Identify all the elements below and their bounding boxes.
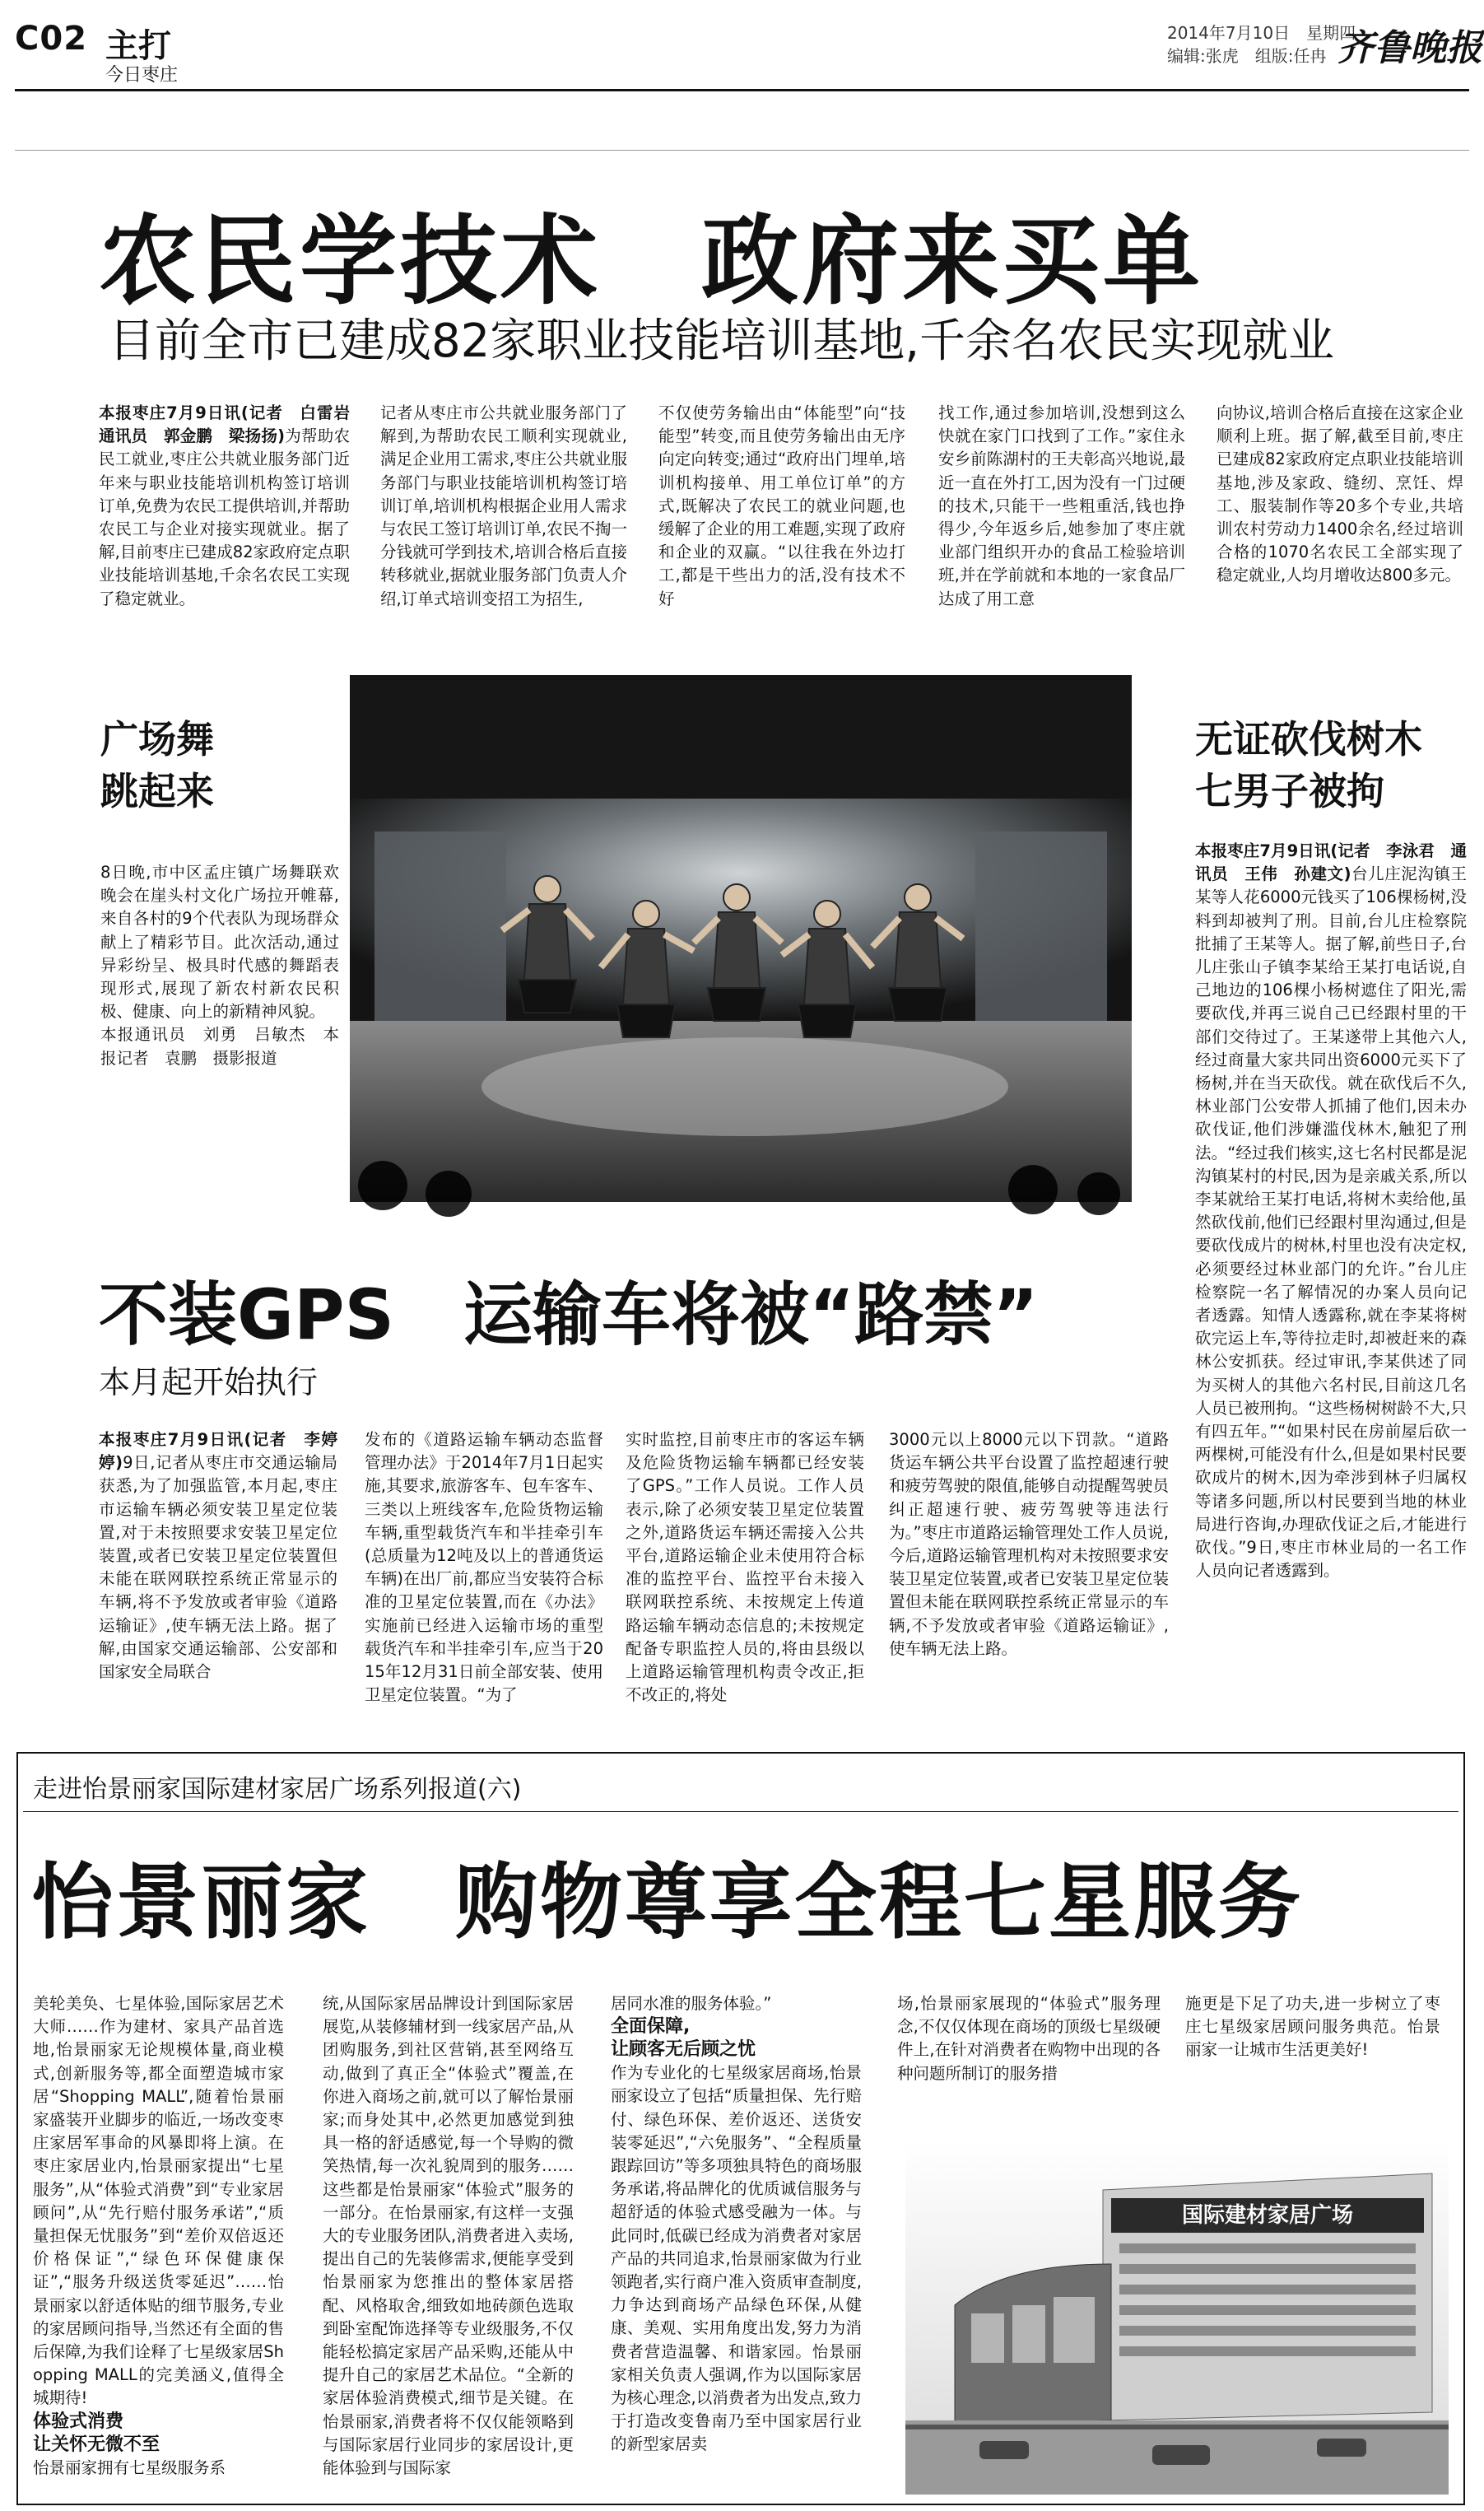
gps-column-4: 3000元以上8000元以下罚款。“道路货运车辆公共平台设置了监控超速行驶和疲劳驾驶的限值,能够自动提醒驾驶员纠正超速行驶、疲劳驾驶等违法行为。”枣庄市道路运输管理处工作人员说,今后,道路运输管理机构对未按照要求安装卫星定位装置,或者已安装卫星定位装置但未能在联网联控系统正常显示的车辆,不予发放或者审验《道路运输证》,使车辆无法上路。 bbox=[889, 1430, 1169, 1658]
mall-sign: 国际建材家居广场 bbox=[1181, 2203, 1354, 2228]
main-article-column-5: 向协议,培训合格后直接在这家企业顺利上班。据了解,截至目前,枣庄已建成82家政府定点职业技能培训基地,涉及家政、缝纫、烹饪、焊工、服装制作等20多个专业,共培训农村劳动力1400余名,经过培训合格的1070名农民工全部实现了稳定就业,人均月增收达800多元。 bbox=[1217, 403, 1463, 585]
advertorial-column-1 bbox=[33, 1992, 284, 2486]
dance-stage-illustration bbox=[350, 675, 1132, 1202]
main-article-column-3: 不仅使劳务输出由“体能型”向“技能型”转变,而且使劳务输出由无序向定向转变;通过“政府出门埋单,培训机构接单、用工单位订单”的方式,既解决了农民工的就业问题,也缓解了企业的用工难题,实现了政府和企业的双赢。“以往我在外边打工,都是干些出力的活,没有技术不好 bbox=[658, 403, 905, 608]
advertorial-column-2: 统,从国际家居品牌设计到国际家居展览,从装修辅材到一线家居产品,从团购服务,到社区营销,甚至网络互动,做到了真正全“体验式”覆盖,在你进入商场之前,就可以了解怡景丽家;而身处其中,必然更加感觉到独具一格的舒适感觉,每一个导购的微笑热情,每一次礼貌周到的服务……这些都是怡景丽家“体验式”服务的一部分。在怡景丽家,有这样一支强大的专业服务团队,消费者进入卖场,提出自己的先装修需求,便能享受到怡景丽家为您推出的整体家居搭配、风格取舍,细致如地砖颜色选取到卧室配饰选择等专业级服务,不仅能轻松搞定家居产品采购,还能从中提升自己的家居艺术品位。“全新的家居体验消费模式,细节是关键。在怡景丽家,消费者将不仅仅能领略到与国际家居行业同步的家居设计,更能体验到与国际家 bbox=[323, 1994, 574, 2478]
main-article-column-2: 记者从枣庄市公共就业服务部门了解到,为帮助农民工顺利实现就业,满足企业用工需求,枣庄公共就业服务部门与职业技能培训机构签订培训订单,培训机构根据企业用人需求与农民工签订培训订单,农民不掏一分钱就可学到技术,培训合格后直接转移就业,据就业服务部门负责人介绍,订单式培训变招工为招生, bbox=[380, 403, 627, 608]
advertorial-subhead-1a: 体验式消费 bbox=[33, 2411, 124, 2432]
advertorial-col1-text-a: 美轮美奂、七星体验,国际家居艺术大师……作为建材、家具产品首选地,怡景丽家无论规模体量,商业模式,创新服务等,都全面塑造城市家居“Shopping MALL”,随着怡景丽家盛装开业脚步的临近,一场改变枣庄家居军事命的风暴即将上演。在枣庄家居业内,怡景丽家提出“七星服务”,从“体验式消费”到“专业家居顾问”,从“先行赔付服务承诺”,“质量担保无忧服务”到“差价双倍返还价格保证”,“绿色环保健康保证”,“服务升级送货零延迟”……怡景丽家以舒适体贴的细节服务,专业的家居顾问指导,当然还有全面的售后保障,为我们诠释了七星级家居Shopping MALL的完美涵义,值得全城期待! bbox=[33, 1994, 284, 2408]
dance-headline-line-2: 跳起来 bbox=[100, 769, 214, 813]
tree-headline-line-2: 七男子被拘 bbox=[1195, 769, 1384, 813]
gps-col1-text: 9日,记者从枣庄市交通运输局获悉,为了加强监管,本月起,枣庄市运输车辆必须安装卫星定位装置,对于未按照要求安装卫星定位装置,或者已安装卫星定位装置但未能在联网联控系统正常显示的车辆,将不予发放或者审验《道路运输证》,使车辆无法上路。据了解,由国家交通运输部、公安部和国家安全局联合 bbox=[99, 1453, 337, 1682]
advertorial-column-4: 场,怡景丽家展现的“体验式”服务理念,不仅仅体现在商场的顶级七星级硬件上,在针对消费者在购物中出现的各种问题所制订的服务措 bbox=[897, 1994, 1161, 2083]
subsection-title: 今日枣庄 bbox=[105, 65, 179, 86]
page-number: C02 bbox=[15, 20, 88, 58]
main-article-column-4: 找工作,通过参加培训,没想到这么快就在家门口找到了工作。”家住永安乡前陈湖村的王夫彰高兴地说,最近一直在外打工,因为没有一门过硬的技术,只能干一些粗重活,钱也挣得少,今年返乡后,她参加了枣庄就业部门组织开办的食品工检验培训班,并在学前就和本地的一家食品厂达成了用工意 bbox=[938, 403, 1185, 608]
advertorial-col1-text-b: 怡景丽家拥有七星级服务系 bbox=[33, 2457, 226, 2477]
advertorial-headline: 怡景丽家 购物尊享全程七星服务 bbox=[31, 1854, 1303, 1950]
advertorial-col3-text-b: 作为专业化的七星级家居商场,怡景丽家设立了包括“质量担保、先行赔付、绿色环保、差价返还、送货安装零延迟”,“六免服务”、“全程质量跟踪回访”等多项独具特色的商场服务承诺,将品牌化的优质诚信服务与超舒适的体验式感受融为一体。与此同时,低碳已经成为消费者对家居产品的共同追求,怡景丽家做为行业领跑者,实行商户准入资质审查制度,力争达到商场产品绿色环保,从健康、美观、实用角度出发,努力为消费者营造温馨、和谐家园。怡景丽家相关负责人强调,作为以国际家居为核心理念,以消费者为出发点,致力于打造改变鲁南乃至中国家居行业的新型家居卖 bbox=[611, 2063, 862, 2454]
advertorial-column-5: 施更是下足了功夫,进一步树立了枣庄七星级家居顾问服务典范。怡景丽家一让城市生活更美好! bbox=[1185, 1994, 1440, 2060]
section-title: 主打 bbox=[105, 27, 171, 65]
main-article-column-1 bbox=[99, 402, 366, 649]
main-headline: 农民学技术 政府来买单 bbox=[99, 204, 1204, 318]
tree-article-text: 台儿庄泥沟镇王某等人花6000元钱买了106棵杨树,没料到却被判了刑。目前,台儿庄检察院批捕了王某等人。据了解,前些日子,台儿庄张山子镇李某给王某打电话说,自己地边的106棵小杨树遮住了阳光,需要砍伐,并再三说自己已经跟村里的干部们交待过了。王某遂带上其他六人,经过商量大家共同出资6000元买下了杨树,并在当天砍伐。就在砍伐后不久,林业部门公安带人抓捕了他们,因未办砍伐证,他们涉嫌滥伐林木,触犯了刑法。“经过我们核实,这七名村民都是泥沟镇某村的村民,因为是亲戚关系,所以李某就给王某打电话,将树木卖给他,虽然砍伐前,他们已经跟村里沟通过,但是要砍伐成片的树林,村里也没有决定权,必须要经过林业部门的允许。”台儿庄检察院一名了解情况的办案人员向记者透露。知情人透露称,就在李某将树砍完运上车,等待拉走时,却被赶来的森林公安抓获。经过审讯,李某供述了同为买树人的其他六名村民,目前这几名人员已被刑拘。“这些杨树树龄不大,只有四五年。”“如果村民在房前屋后砍一两棵树,可能没有什么,但是如果村民要砍成片的树木,因为牵涉到林子归属权等诸多问题,所以村民要到当地的林业局进行咨询,办理砍伐证之后,才能进行砍伐。”9日,枣庄市林业局的一名工作人员向记者透露到。 bbox=[1195, 864, 1467, 1581]
advertorial-subhead-2a: 全面保障, bbox=[611, 2016, 691, 2038]
header-rule bbox=[15, 89, 1469, 91]
advertorial-column-3 bbox=[611, 1992, 862, 2486]
dance-headline-line-1: 广场舞 bbox=[100, 717, 214, 762]
dance-caption-text: 8日晚,市中区孟庄镇广场舞联欢晚会在崖头村文化广场拉开帷幕,来自各村的9个代表队为现场群众献上了精彩节目。此次活动,通过异彩纷呈、极具时代感的舞蹈表现形式,展现了新农村新农民积极、健康、向上的新精神风貌。 bbox=[100, 863, 339, 1022]
gps-byline: 本报枣庄7月9日讯(记者 李婷婷) bbox=[99, 1430, 337, 1473]
tree-headline-line-1: 无证砍伐树木 bbox=[1195, 717, 1422, 762]
dance-caption bbox=[100, 861, 339, 1207]
gps-headline: 不装GPS 运输车将被“路禁” bbox=[99, 1274, 1039, 1355]
advertorial-subhead-1b: 让关怀无微不至 bbox=[33, 2434, 160, 2455]
advertorial-series-label: 走进怡景丽家国际建材家居广场系列报道(六) bbox=[33, 1775, 522, 1804]
tree-article-byline: 本报枣庄7月9日讯(记者 李泳君 通讯员 王伟 孙建文) bbox=[1195, 841, 1467, 884]
tree-article-body bbox=[1195, 840, 1467, 1737]
dance-photo-credit: 本报通讯员 刘勇 吕敏杰 本报记者 袁鹏 摄影报道 bbox=[100, 1025, 339, 1068]
editor-credit: 编辑:张虎 组版:任冉 bbox=[1167, 46, 1327, 66]
main-subheadline: 目前全市已建成82家职业技能培训基地,千余名农民实现就业 bbox=[109, 314, 1335, 368]
mall-building-rendering bbox=[905, 2141, 1449, 2495]
gps-column-1 bbox=[99, 1428, 337, 1733]
gps-column-2: 发布的《道路运输车辆动态监督管理办法》于2014年7月1日起实施,其要求,旅游客车、包车客车、三类以上班线客车,危险货物运输车辆,重型载货汽车和半挂牵引车(总质量为12吨及以上的普通货运车辆)在出厂前,都应当安装符合标准的卫星定位装置,而在《办法》实施前已经进入运输市场的重型载货汽车和半挂牵引车,应当于2015年12月31日前全部安装、使用卫星定位装置。“为了 bbox=[365, 1430, 603, 1705]
main-article-col1-text: 为帮助农民工就业,枣庄公共就业服务部门近年来与职业技能培训机构签订培训订单,免费为农民工提供培训,并帮助农民工与企业对接实现就业。据了解,目前枣庄已建成82家政府定点职业技能培训基地,千余名农民工实现了稳定就业。 bbox=[99, 426, 350, 608]
newspaper-logo: 齐鲁晚报 bbox=[1337, 27, 1482, 69]
issue-date: 2014年7月10日 星期四 bbox=[1167, 23, 1356, 43]
mall-building-illustration bbox=[905, 2141, 1449, 2495]
gps-subheadline: 本月起开始执行 bbox=[99, 1364, 319, 1400]
advertorial-subhead-2b: 让顾客无后顾之忧 bbox=[611, 2039, 756, 2061]
main-article-byline: 本报枣庄7月9日讯(记者 白雷岩 通讯员 郭金鹏 梁扬扬) bbox=[99, 403, 366, 446]
advertorial-rule bbox=[23, 1811, 1458, 1812]
square-dance-photo bbox=[350, 675, 1132, 1202]
gps-column-3: 实时监控,目前枣庄市的客运车辆及危险货物运输车辆都已经安装了GPS。”工作人员说。工作人员表示,除了必须安装卫星定位装置之外,道路货运车辆还需接入公共平台,道路运输企业未使用符合标准的监控平台、监控平台未接入联网联控系统、未按规定上传道路运输车辆动态信息的;未按规定配备专职监控人员的,将由县级以上道路运输管理机构责令改正,拒不改正的,将处 bbox=[626, 1430, 864, 1705]
header-rule-thin bbox=[15, 150, 1469, 151]
advertorial-col3-text-a: 居同水准的服务体验。” bbox=[611, 1994, 772, 2013]
